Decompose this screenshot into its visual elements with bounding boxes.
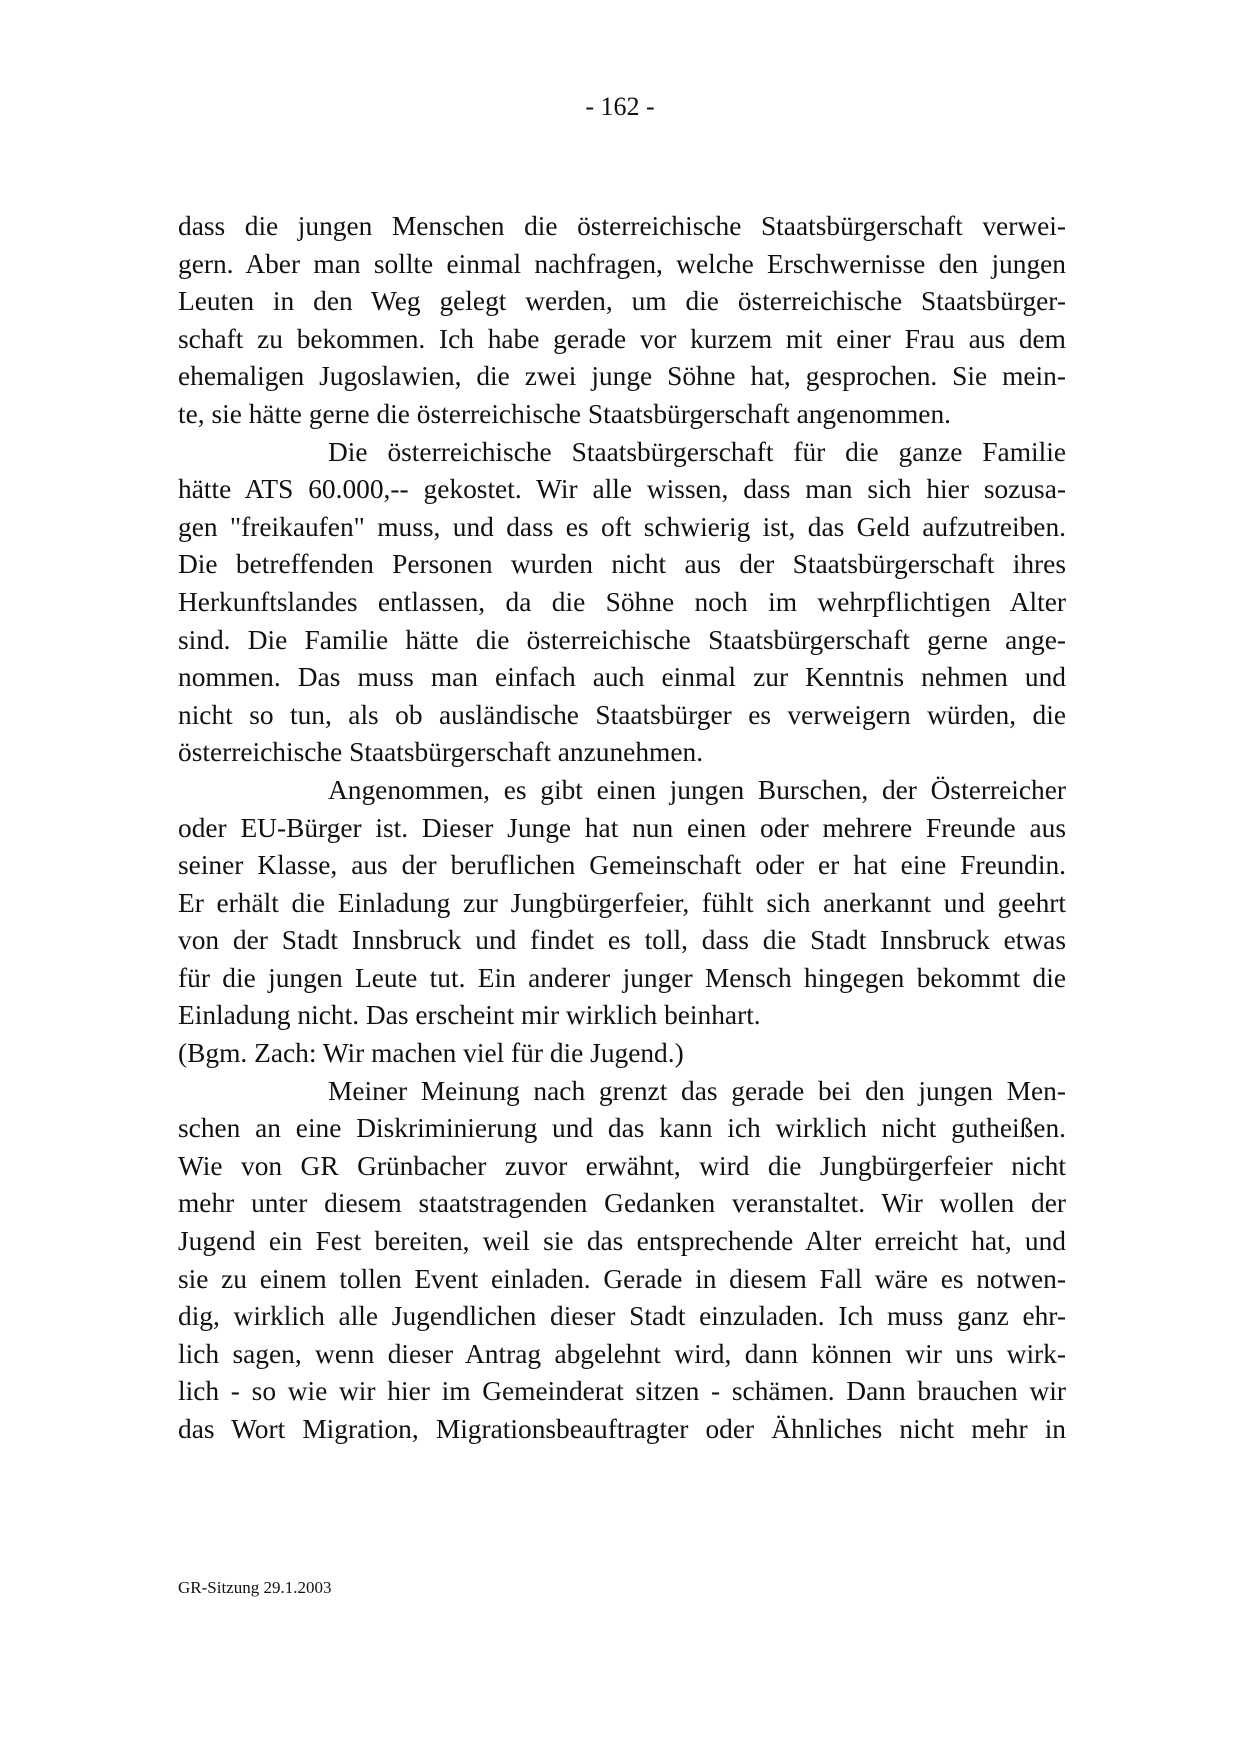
- text-line: Jugend ein Fest bereiten, weil sie das entsprechende Alter erreicht hat, und: [178, 1226, 1066, 1257]
- text-line: Meiner Meinung nach grenzt das gerade bei den jungen Men-: [328, 1075, 1066, 1106]
- text-line: Herkunftslandes entlassen, da die Söhne noch im wehrpflichtigen Alter: [178, 586, 1066, 617]
- text-line: dig, wirklich alle Jugendlichen dieser Stadt einzuladen. Ich muss ganz ehr-: [178, 1301, 1066, 1332]
- text-line: Angenommen, es gibt einen jungen Burschen, der Österreicher: [328, 774, 1066, 805]
- text-line: dass die jungen Menschen die österreichische Staatsbürgerschaft verwei-: [178, 211, 1066, 241]
- text-line: nommen. Das muss man einfach auch einmal zur Kenntnis nehmen und: [178, 662, 1066, 693]
- text-line: österreichische Staatsbürgerschaft anzunehmen.: [178, 737, 704, 768]
- text-line: von der Stadt Innsbruck und findet es toll, dass die Stadt Innsbruck etwas: [178, 925, 1066, 956]
- text-line: ehemaligen Jugoslawien, die zwei junge Söhne hat, gesprochen. Sie mein-: [178, 361, 1066, 392]
- text-line: Er erhält die Einladung zur Jungbürgerfeier, fühlt sich anerkannt und geehrt: [178, 887, 1066, 918]
- text-line: Die österreichische Staatsbürgerschaft für die ganze Familie: [328, 436, 1066, 467]
- text-line: schen an eine Diskriminierung und das kann ich wirklich nicht gutheißen.: [178, 1113, 1066, 1144]
- text-line: mehr unter diesem staatstragenden Gedanken veranstaltet. Wir wollen der: [178, 1188, 1066, 1219]
- text-line: für die jungen Leute tut. Ein anderer junger Mensch hingegen bekommt die: [178, 962, 1066, 993]
- text-line: nicht so tun, als ob ausländische Staatsbürger es verweigern würden, die: [178, 699, 1066, 730]
- footer: GR-Sitzung 29.1.2003: [178, 1578, 332, 1597]
- text-line: schaft zu bekommen. Ich habe gerade vor kurzem mit einer Frau aus dem: [178, 323, 1066, 354]
- text-line: Leuten in den Weg gelegt werden, um die österreichische Staatsbürger-: [178, 286, 1066, 317]
- text-line: oder EU-Bürger ist. Dieser Junge hat nun einen oder mehrere Freunde aus: [178, 812, 1066, 843]
- text-line: gen "freikaufen" muss, und dass es oft schwierig ist, das Geld aufzutreiben.: [178, 511, 1066, 542]
- text-line: (Bgm. Zach: Wir machen viel für die Jugend.): [178, 1038, 684, 1069]
- text-line: das Wort Migration, Migrationsbeauftragter oder Ähnliches nicht mehr in: [178, 1414, 1066, 1444]
- page-number: - 162 -: [585, 92, 655, 121]
- text-line: Einladung nicht. Das erscheint mir wirklich beinhart.: [178, 1000, 761, 1031]
- text-line: Die betreffenden Personen wurden nicht aus der Staatsbürgerschaft ihres: [178, 549, 1066, 580]
- text-line: te, sie hätte gerne die österreichische Staatsbürgerschaft angenommen.: [178, 398, 951, 429]
- text-line: hätte ATS 60.000,-- gekostet. Wir alle wissen, dass man sich hier sozusa-: [178, 474, 1066, 505]
- text-line: sie zu einem tollen Event einladen. Gerade in diesem Fall wäre es notwen-: [178, 1263, 1066, 1294]
- text-line: lich - so wie wir hier im Gemeinderat sitzen - schämen. Dann brauchen wir: [178, 1376, 1066, 1407]
- text-line: seiner Klasse, aus der beruflichen Gemeinschaft oder er hat eine Freundin.: [178, 850, 1066, 881]
- text-line: gern. Aber man sollte einmal nachfragen, welche Erschwernisse den jungen: [178, 248, 1066, 279]
- text-line: lich sagen, wenn dieser Antrag abgelehnt wird, dann können wir uns wirk-: [178, 1338, 1066, 1369]
- text-line: Wie von GR Grünbacher zuvor erwähnt, wird die Jungbürgerfeier nicht: [178, 1150, 1066, 1181]
- body-text: [178, 208, 1066, 1449]
- text-line: sind. Die Familie hätte die österreichische Staatsbürgerschaft gerne ange-: [178, 624, 1066, 655]
